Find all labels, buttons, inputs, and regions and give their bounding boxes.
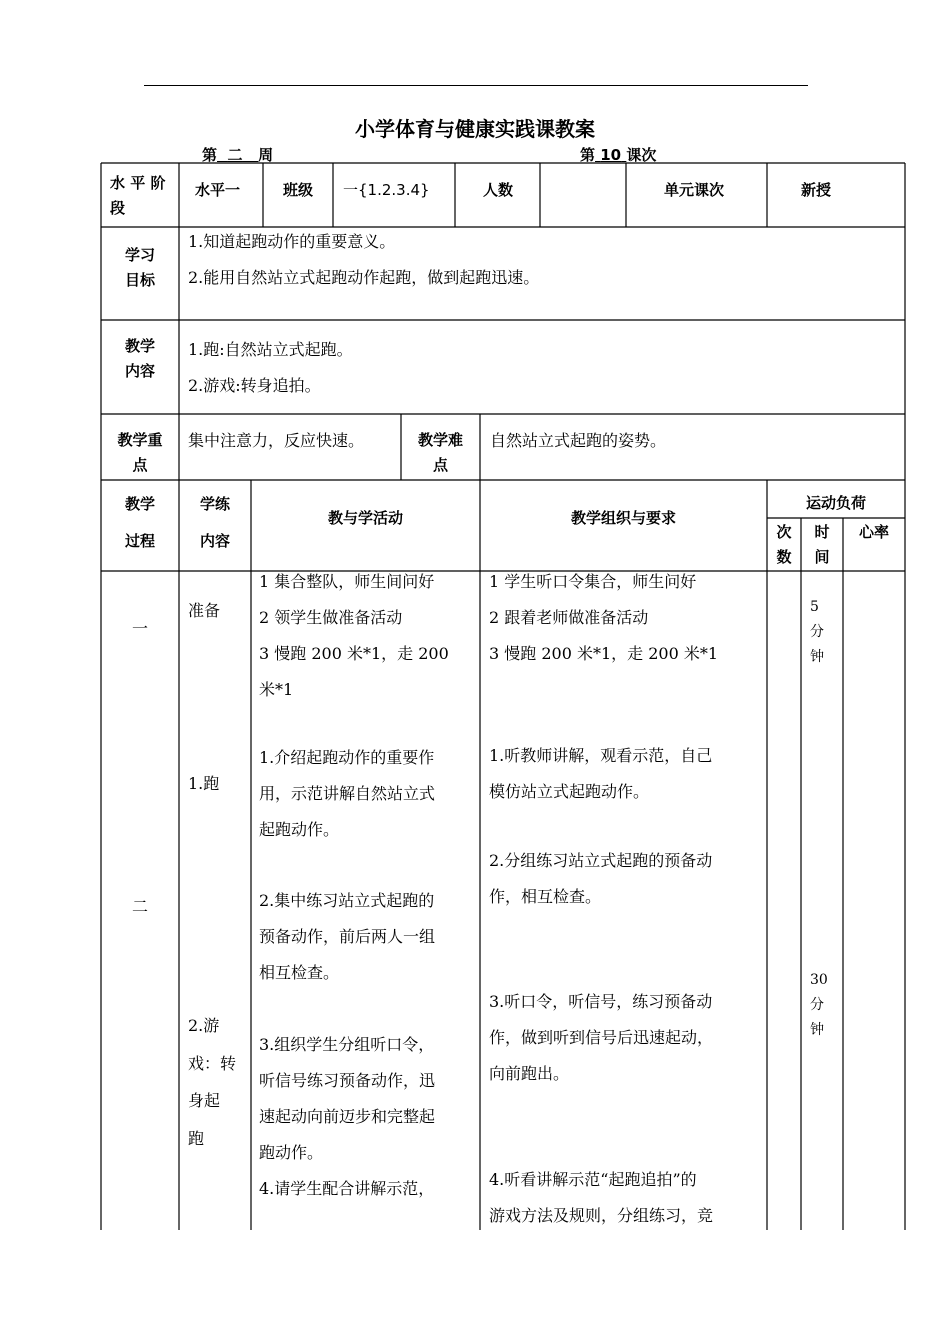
organization-line: 作，相互检查。: [489, 887, 602, 906]
organization-line: 1.听教师讲解，观看示范，自己: [489, 746, 713, 765]
stage-content: 1.跑: [188, 774, 220, 793]
lesson-suffix: 课次: [626, 146, 657, 164]
organization-line: 2.分组练习站立式起跑的预备动: [489, 851, 713, 870]
stage2-organization: [489, 984, 713, 1092]
organization-line: 3.听口令，听信号，练习预备动: [489, 992, 713, 1011]
activity-line: 1.介绍起跑动作的重要作: [259, 748, 435, 767]
organization-line: 向前跑出。: [489, 1064, 570, 1083]
activity-line: 3 慢跑 200 米*1，走 200: [259, 644, 449, 663]
activity-line: 预备动作，前后两人一组: [259, 927, 436, 946]
stage1-activities: [259, 564, 449, 708]
page-title: 小学体育与健康实践课教案: [355, 117, 595, 141]
objective-item: 2.能用自然站立式起跑动作起跑，做到起跑迅速。: [188, 268, 540, 287]
stage1-organization: [489, 564, 718, 672]
stage-number: 一: [131, 619, 148, 638]
organization-line: 游戏方法及规则，分组练习，竞: [489, 1206, 714, 1225]
objective-item: 1.知道起跑动作的重要意义。: [188, 232, 396, 251]
activity-header: 教与学活动: [327, 509, 403, 527]
activity-line: 起跑动作。: [259, 820, 340, 839]
week-suffix: 周: [258, 146, 274, 164]
key-point-value: 集中注意力，反应快速。: [188, 431, 365, 450]
level-label: 水 平 阶 段: [110, 174, 166, 217]
week-value: 二: [227, 146, 243, 164]
activity-line: 用，示范讲解自然站立式: [259, 784, 436, 803]
stage2-activities: [259, 1027, 435, 1207]
content-list: [188, 332, 353, 404]
activity-line: 2.集中练习站立式起跑的: [259, 891, 435, 910]
process-header: 教学 过程: [124, 495, 155, 550]
stage-content: 准备: [188, 601, 221, 620]
stage1-time: 5 分 钟: [810, 599, 824, 665]
objectives-label: 学习 目标: [124, 246, 155, 289]
practice-header: 学练 内容: [199, 495, 230, 550]
organization-line: 模仿站立式起跑动作。: [489, 782, 650, 801]
content-item: 2.游戏:转身追拍。: [188, 376, 321, 395]
activity-line: 跑动作。: [259, 1143, 324, 1162]
stage-content-game: 2.游 戏：转 身起 跑: [188, 1016, 237, 1148]
stage2-organization: [489, 738, 712, 810]
activity-line: 速起动向前迈步和完整起: [259, 1107, 436, 1126]
activity-line: 4.请学生配合讲解示范，: [259, 1179, 435, 1198]
difficulty-label: 教学难 点: [417, 431, 463, 474]
activity-line: 相互检查。: [259, 963, 340, 982]
organization-line: 2 跟着老师做准备活动: [489, 608, 649, 627]
load-header: 运动负荷: [805, 494, 866, 512]
organization-line: 4.听看讲解示范“起跑追拍”的: [489, 1170, 697, 1189]
content-label: 教学 内容: [124, 337, 155, 380]
heart-rate-header: 心率: [858, 523, 889, 541]
times-header: 次 数: [776, 523, 792, 566]
key-point-label: 教学重 点: [117, 431, 163, 474]
organization-line: 作，做到听到信号后迅速起动，: [489, 1028, 714, 1047]
difficulty-value: 自然站立式起跑的姿势。: [490, 431, 667, 450]
objectives-list: [188, 224, 539, 296]
lesson-value: 10: [600, 146, 622, 164]
content-item: 1.跑:自然站立式起跑。: [188, 340, 353, 359]
organization-line: 3 慢跑 200 米*1，走 200 米*1: [489, 644, 719, 663]
stage2-time: 30 分 钟: [810, 972, 828, 1038]
activity-line: 2 领学生做准备活动: [259, 608, 403, 627]
unit-value: 新授: [801, 181, 832, 199]
class-label: 班级: [283, 181, 314, 199]
organization-header: 教学组织与要求: [570, 509, 676, 527]
unit-label: 单元课次: [664, 181, 725, 199]
stage-number: 二: [131, 897, 148, 916]
duration-header: 时 间: [814, 523, 830, 566]
stage2-activities: [259, 740, 435, 848]
stage2-organization: [489, 843, 712, 915]
activity-line: 听信号练习预备动作，迅: [259, 1071, 436, 1090]
level-value: 水平一: [195, 181, 241, 199]
activity-line: 米*1: [259, 680, 294, 699]
activity-line: 1 集合整队，师生间问好: [259, 572, 435, 591]
lesson-prefix: 第: [580, 146, 596, 164]
week-prefix: 第: [202, 146, 218, 164]
organization-line: 1 学生听口令集合，师生问好: [489, 572, 697, 591]
stage2-activities: [259, 883, 435, 991]
count-label: 人数: [483, 181, 514, 199]
class-value: 一{1.2.3.4}: [343, 181, 430, 199]
activity-line: 3.组织学生分组听口令，: [259, 1035, 435, 1054]
stage2-organization: [489, 1162, 713, 1234]
